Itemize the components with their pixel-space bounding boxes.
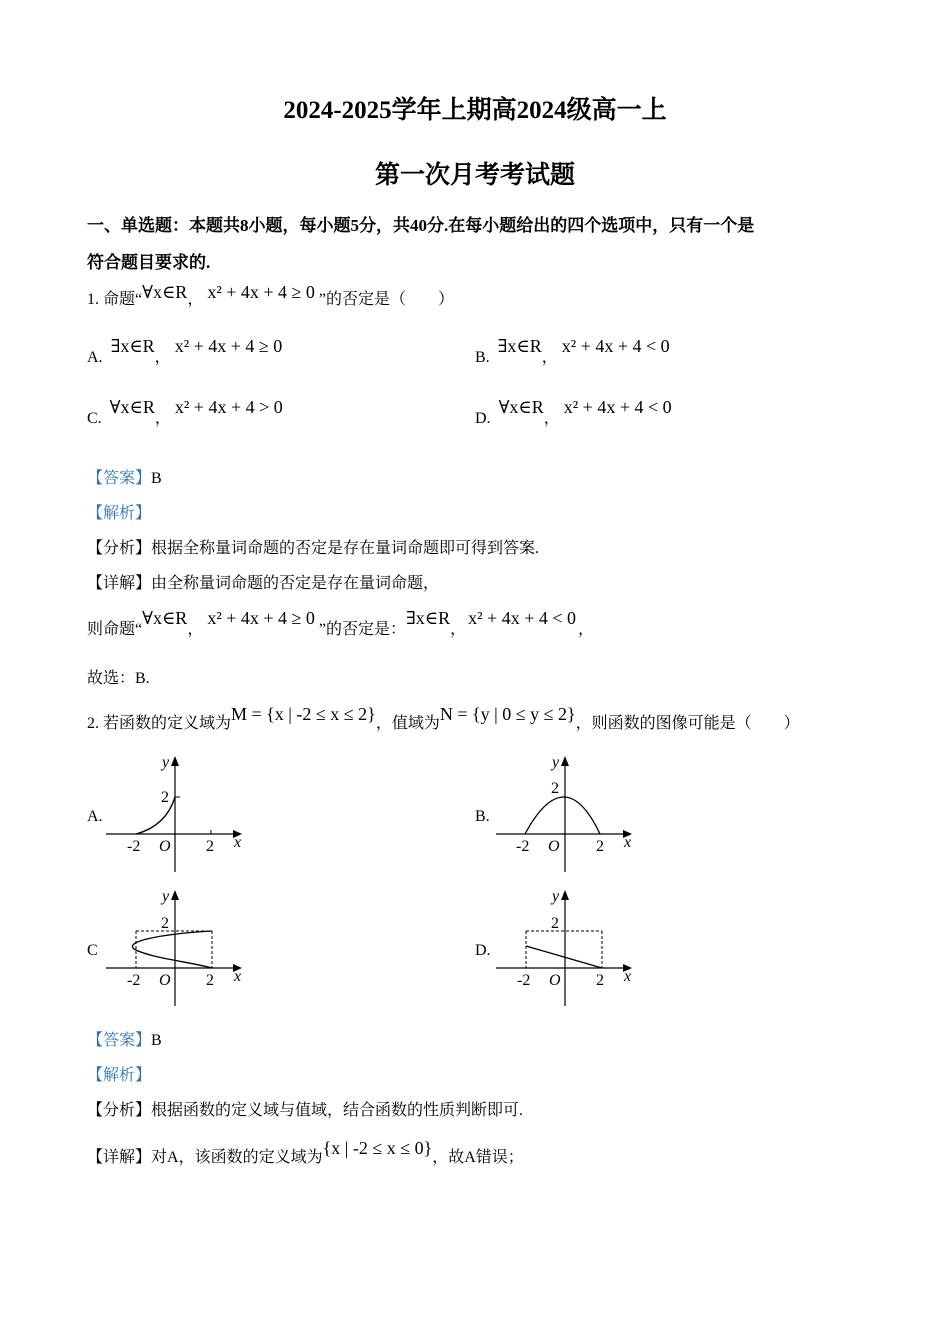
origin-label: O	[159, 972, 171, 989]
q2-prefix: 2. 若函数的定义域为	[87, 715, 232, 732]
xiangjie-text: 由全称量词命题的否定是存在量词命题，	[151, 575, 440, 592]
q1-answer	[87, 465, 162, 488]
tick-y-2: 2	[161, 915, 169, 932]
origin-label: O	[159, 838, 171, 855]
tick-pos2: 2	[596, 972, 604, 989]
fenxi-text: 根据函数的定义域与值域，结合函数的性质判断即可.	[151, 1102, 524, 1119]
axis-x-label: x	[234, 968, 242, 985]
section-heading-line1: 一、单选题：本题共8小题，每小题5分，共40分.在每小题给出的四个选项中，只有一个是	[87, 216, 755, 235]
axis-y-label: y	[162, 888, 170, 905]
option-quantifier: ∃x∈R	[497, 336, 542, 356]
option-inequality: x² + 4x + 4 < 0	[561, 336, 670, 356]
option-inequality: x² + 4x + 4 < 0	[563, 397, 672, 417]
q1-option-c	[87, 397, 283, 428]
option-quantifier: ∀x∈R	[498, 397, 544, 417]
xiangjie-set: {x | -2 ≤ x ≤ 0}	[322, 1138, 433, 1158]
q2-range-set: N = {y | 0 ≤ y ≤ 2}	[439, 704, 576, 724]
negation-end: ，	[578, 621, 595, 638]
q1-negation-line	[87, 608, 595, 639]
q2-answer	[87, 1027, 162, 1050]
exam-title-line2: 第一次月考考试题	[374, 162, 575, 189]
option-label: B.	[475, 349, 490, 366]
q1-guxuan: 故选：B.	[87, 670, 150, 687]
option-comma: ，	[543, 410, 560, 427]
q1-prefix: 1. 命题“	[87, 291, 143, 308]
origin-label: O	[548, 838, 560, 855]
graph-option-c	[100, 884, 250, 1008]
exam-title-line1: 2024-2025学年上期高2024级高一上	[283, 97, 667, 124]
answer-value: B	[151, 470, 162, 487]
graph-option-d	[490, 884, 640, 1008]
q2-jiexi-tag: 【解析】	[87, 1067, 152, 1084]
q1-option-a	[87, 336, 283, 367]
q2-fenxi	[87, 1097, 523, 1120]
tick-y-2: 2	[551, 780, 559, 797]
q1-inequality: x² + 4x + 4 ≥ 0	[207, 282, 315, 302]
tick-neg2: -2	[516, 838, 530, 855]
answer-value: B	[151, 1032, 162, 1049]
negation-prefix: 则命题“	[87, 621, 143, 638]
axis-x-label: x	[234, 834, 242, 851]
tick-pos2: 2	[206, 838, 214, 855]
q1-comma: ，	[187, 291, 204, 308]
q1-option-b	[475, 336, 670, 367]
option-quantifier: ∃x∈R	[110, 336, 155, 356]
origin-label: O	[549, 972, 561, 989]
xiangjie-tag: 【详解】	[87, 575, 152, 592]
tick-neg2: -2	[517, 972, 531, 989]
q2-suffix: ，则函数的图像可能是（ ）	[575, 715, 800, 732]
q1-fenxi	[87, 535, 539, 558]
option-label: D.	[475, 410, 491, 427]
q2-option-d-label: D.	[475, 942, 491, 959]
q1-option-d	[475, 397, 672, 428]
q1-quantifier: ∀x∈R	[142, 282, 188, 302]
q2-option-a-label: A.	[87, 808, 103, 825]
answer-tag: 【答案】	[87, 1032, 152, 1049]
answer-tag: 【答案】	[87, 470, 152, 487]
fenxi-text: 根据全称量词命题的否定是存在量词命题即可得到答案.	[151, 540, 540, 557]
tick-pos2: 2	[206, 972, 214, 989]
option-label: C.	[87, 410, 102, 427]
axis-y-label: y	[552, 754, 560, 771]
negation-orig-inequality: x² + 4x + 4 ≥ 0	[207, 608, 315, 628]
option-inequality: x² + 4x + 4 ≥ 0	[174, 336, 283, 356]
xiangjie-pre: 对A，该函数的定义域为	[151, 1149, 323, 1166]
question-2-stem	[87, 704, 800, 733]
xiangjie-tag: 【详解】	[87, 1149, 152, 1166]
q1-xiangjie	[87, 570, 439, 593]
tick-pos2: 2	[596, 838, 604, 855]
q2-domain-set: M = {x | -2 ≤ x ≤ 2}	[231, 704, 376, 724]
q2-option-b-label: B.	[475, 808, 490, 825]
fenxi-tag: 【分析】	[87, 540, 152, 557]
option-quantifier: ∀x∈R	[109, 397, 155, 417]
tick-neg2: -2	[127, 838, 141, 855]
section-heading-line2: 符合题目要求的.	[87, 253, 211, 272]
option-comma: ，	[541, 349, 558, 366]
xiangjie-post: ，故A错误；	[432, 1149, 524, 1166]
q2-xiangjie	[87, 1138, 524, 1167]
negation-comma: ，	[187, 621, 204, 638]
tick-neg2: -2	[127, 972, 141, 989]
option-inequality: x² + 4x + 4 > 0	[174, 397, 283, 417]
q1-jiexi-tag: 【解析】	[87, 505, 152, 522]
q2-mid: ，值域为	[375, 715, 440, 732]
q2-option-c-label: C	[87, 942, 98, 959]
tick-y-2: 2	[551, 915, 559, 932]
question-1-stem	[87, 282, 455, 309]
option-comma: ，	[154, 410, 171, 427]
graph-option-a	[100, 750, 250, 874]
fenxi-tag: 【分析】	[87, 1102, 152, 1119]
axis-y-label: y	[552, 888, 560, 905]
q1-suffix: ”的否定是（ ）	[318, 291, 455, 308]
tick-y-2: 2	[161, 789, 169, 806]
option-comma: ，	[154, 349, 171, 366]
negation-mid: ”的否定是：	[318, 621, 407, 638]
graph-option-b	[490, 750, 640, 874]
option-label: A.	[87, 349, 103, 366]
axis-x-label: x	[624, 834, 632, 851]
negation-quantifier: ∃x∈R	[406, 608, 451, 628]
negation-orig-quantifier: ∀x∈R	[142, 608, 188, 628]
axis-y-label: y	[162, 754, 170, 771]
negation-comma: ，	[450, 621, 467, 638]
axis-x-label: x	[624, 968, 632, 985]
negation-inequality: x² + 4x + 4 < 0	[468, 608, 576, 628]
